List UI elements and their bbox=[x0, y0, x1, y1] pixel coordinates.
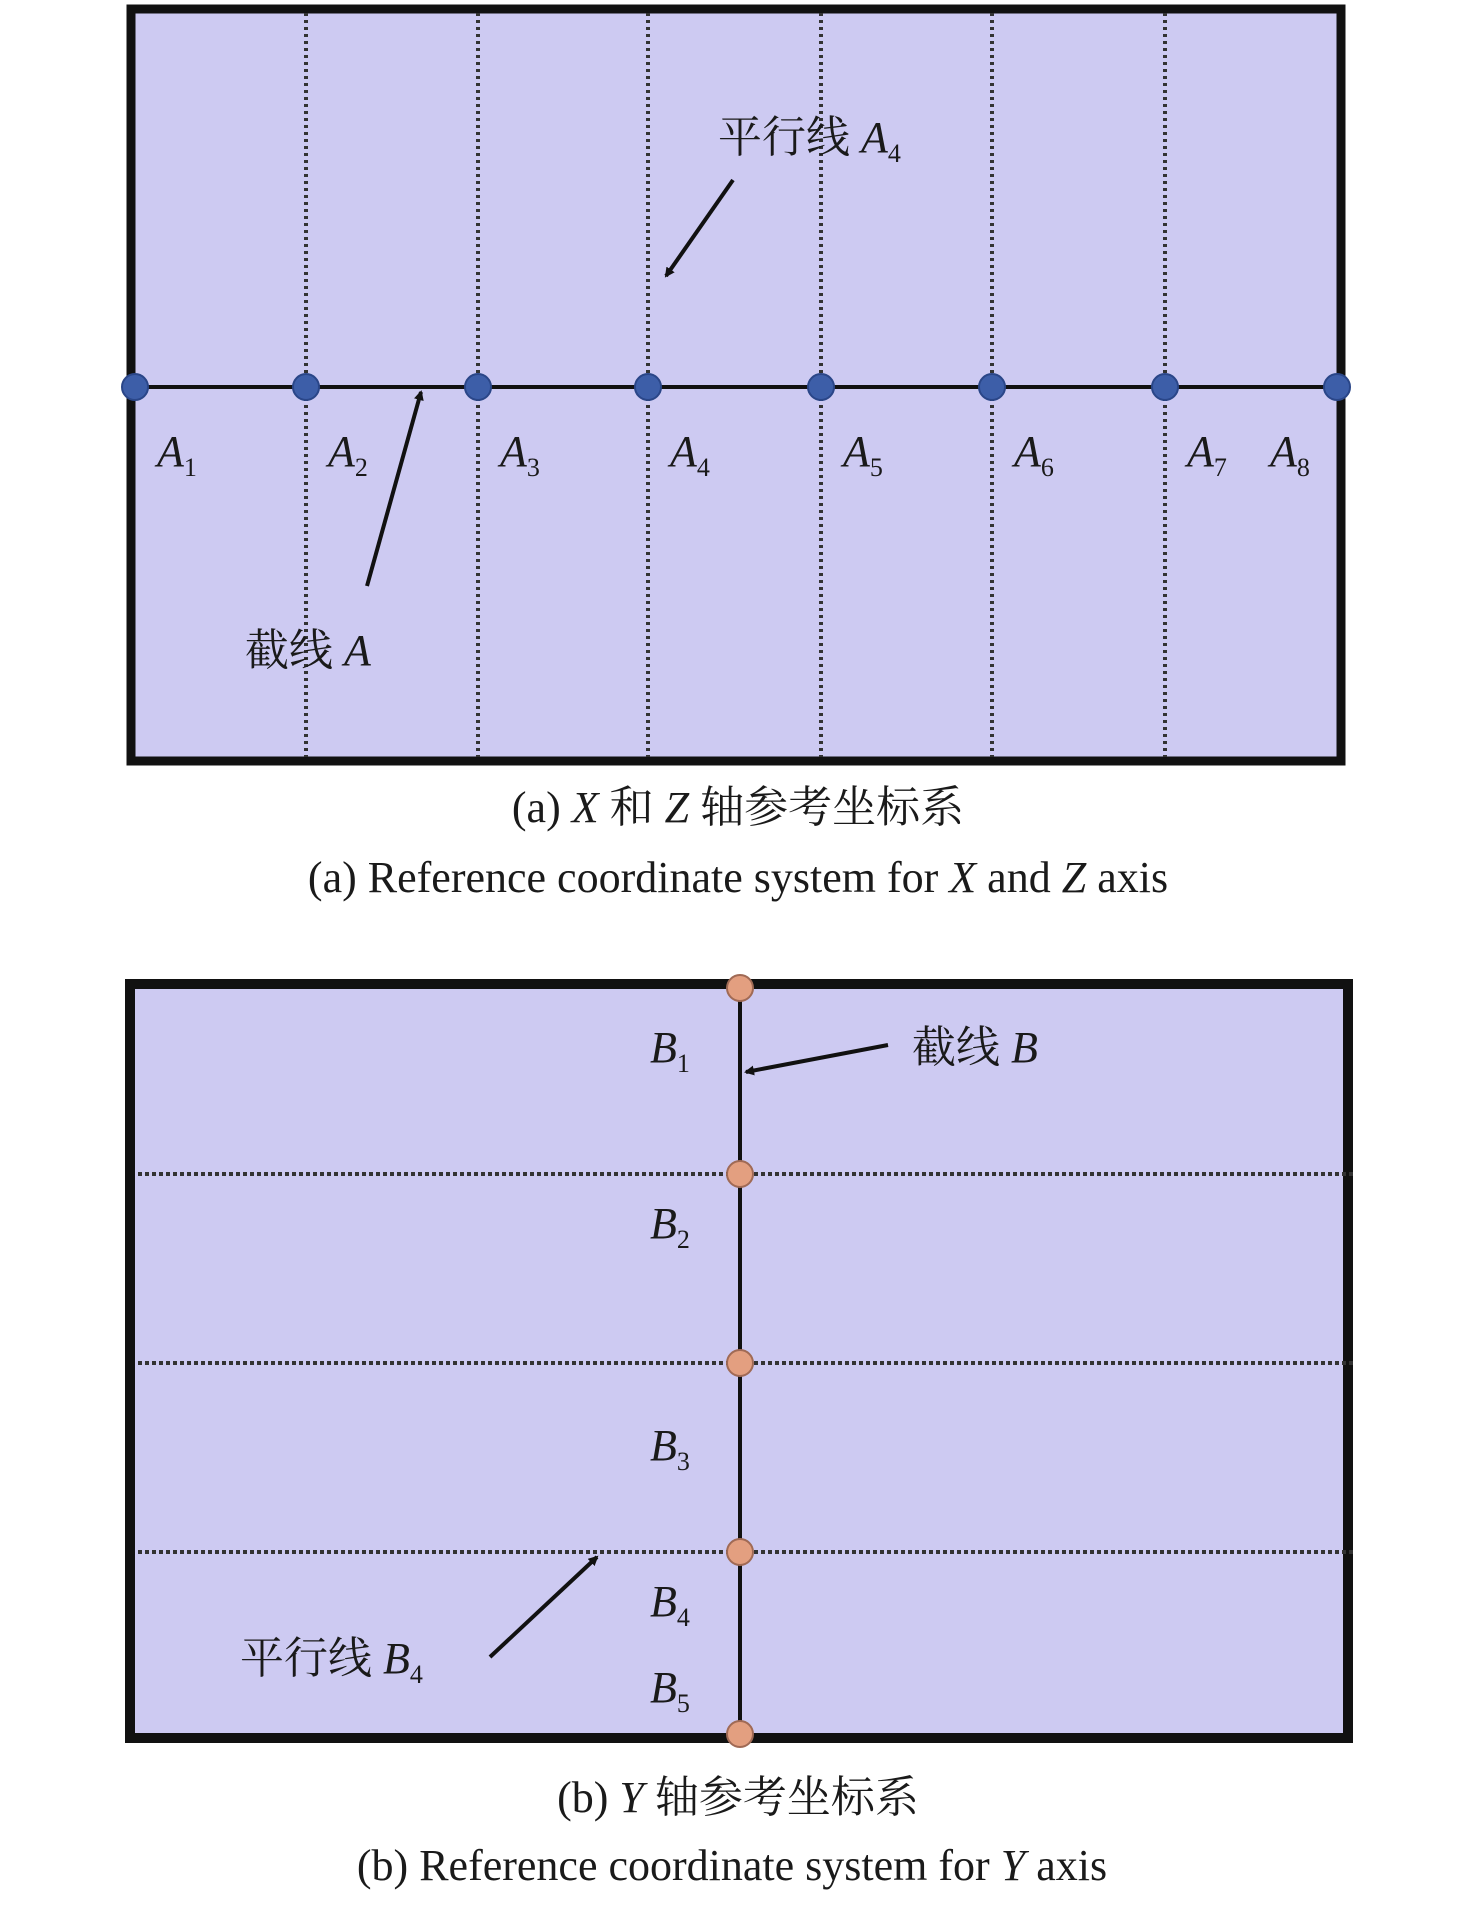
section-line-b-note: 截线 B bbox=[912, 1023, 1038, 1072]
label-b3: $B_3$ bbox=[650, 1421, 690, 1476]
label-a7: $A_7$ bbox=[1187, 427, 1227, 482]
label-a3: $A_3$ bbox=[500, 427, 540, 482]
section-line-a-note: 截线 A bbox=[245, 626, 371, 675]
node-a1 bbox=[122, 374, 148, 400]
node-a3 bbox=[465, 374, 491, 400]
node-a4 bbox=[635, 374, 661, 400]
node-b-4 bbox=[727, 1539, 753, 1565]
label-a6: $A_6$ bbox=[1014, 427, 1054, 482]
parallel-line-b4-note: 平行线 $B_4$ bbox=[240, 1634, 423, 1689]
node-a5 bbox=[808, 374, 834, 400]
label-b4: $B_4$ bbox=[650, 1577, 690, 1632]
label-a4: $A_4$ bbox=[670, 427, 710, 482]
panel-a bbox=[122, 9, 1350, 902]
node-b-1 bbox=[727, 975, 753, 1001]
node-a8 bbox=[1324, 374, 1350, 400]
parallel-line-a4-note: 平行线 $A_4$ bbox=[718, 113, 901, 168]
label-a2: $A_2$ bbox=[328, 427, 368, 482]
panel-a-caption-en: (a) Reference coordinate system for X and Z axis bbox=[307, 853, 1169, 902]
label-a5: $A_5$ bbox=[843, 427, 883, 482]
node-b-3 bbox=[727, 1350, 753, 1376]
panel-a-caption-cn: (a) X 和 Z 轴参考坐标系 bbox=[511, 783, 965, 832]
node-a7 bbox=[1152, 374, 1178, 400]
panel-b bbox=[130, 975, 1356, 1890]
label-b5: $B_5$ bbox=[650, 1663, 690, 1718]
node-b-2 bbox=[727, 1161, 753, 1187]
node-a2 bbox=[293, 374, 319, 400]
label-a8: $A_8$ bbox=[1270, 427, 1310, 482]
label-b1: $B_1$ bbox=[650, 1023, 690, 1078]
node-a6 bbox=[979, 374, 1005, 400]
panel-b-caption-cn: (b) Y 轴参考坐标系 bbox=[557, 1773, 919, 1822]
node-b-5 bbox=[727, 1721, 753, 1747]
label-a1: $A_1$ bbox=[157, 427, 197, 482]
label-b2: $B_2$ bbox=[650, 1199, 690, 1254]
panel-b-caption-en: (b) Reference coordinate system for Y axis bbox=[356, 1841, 1108, 1890]
